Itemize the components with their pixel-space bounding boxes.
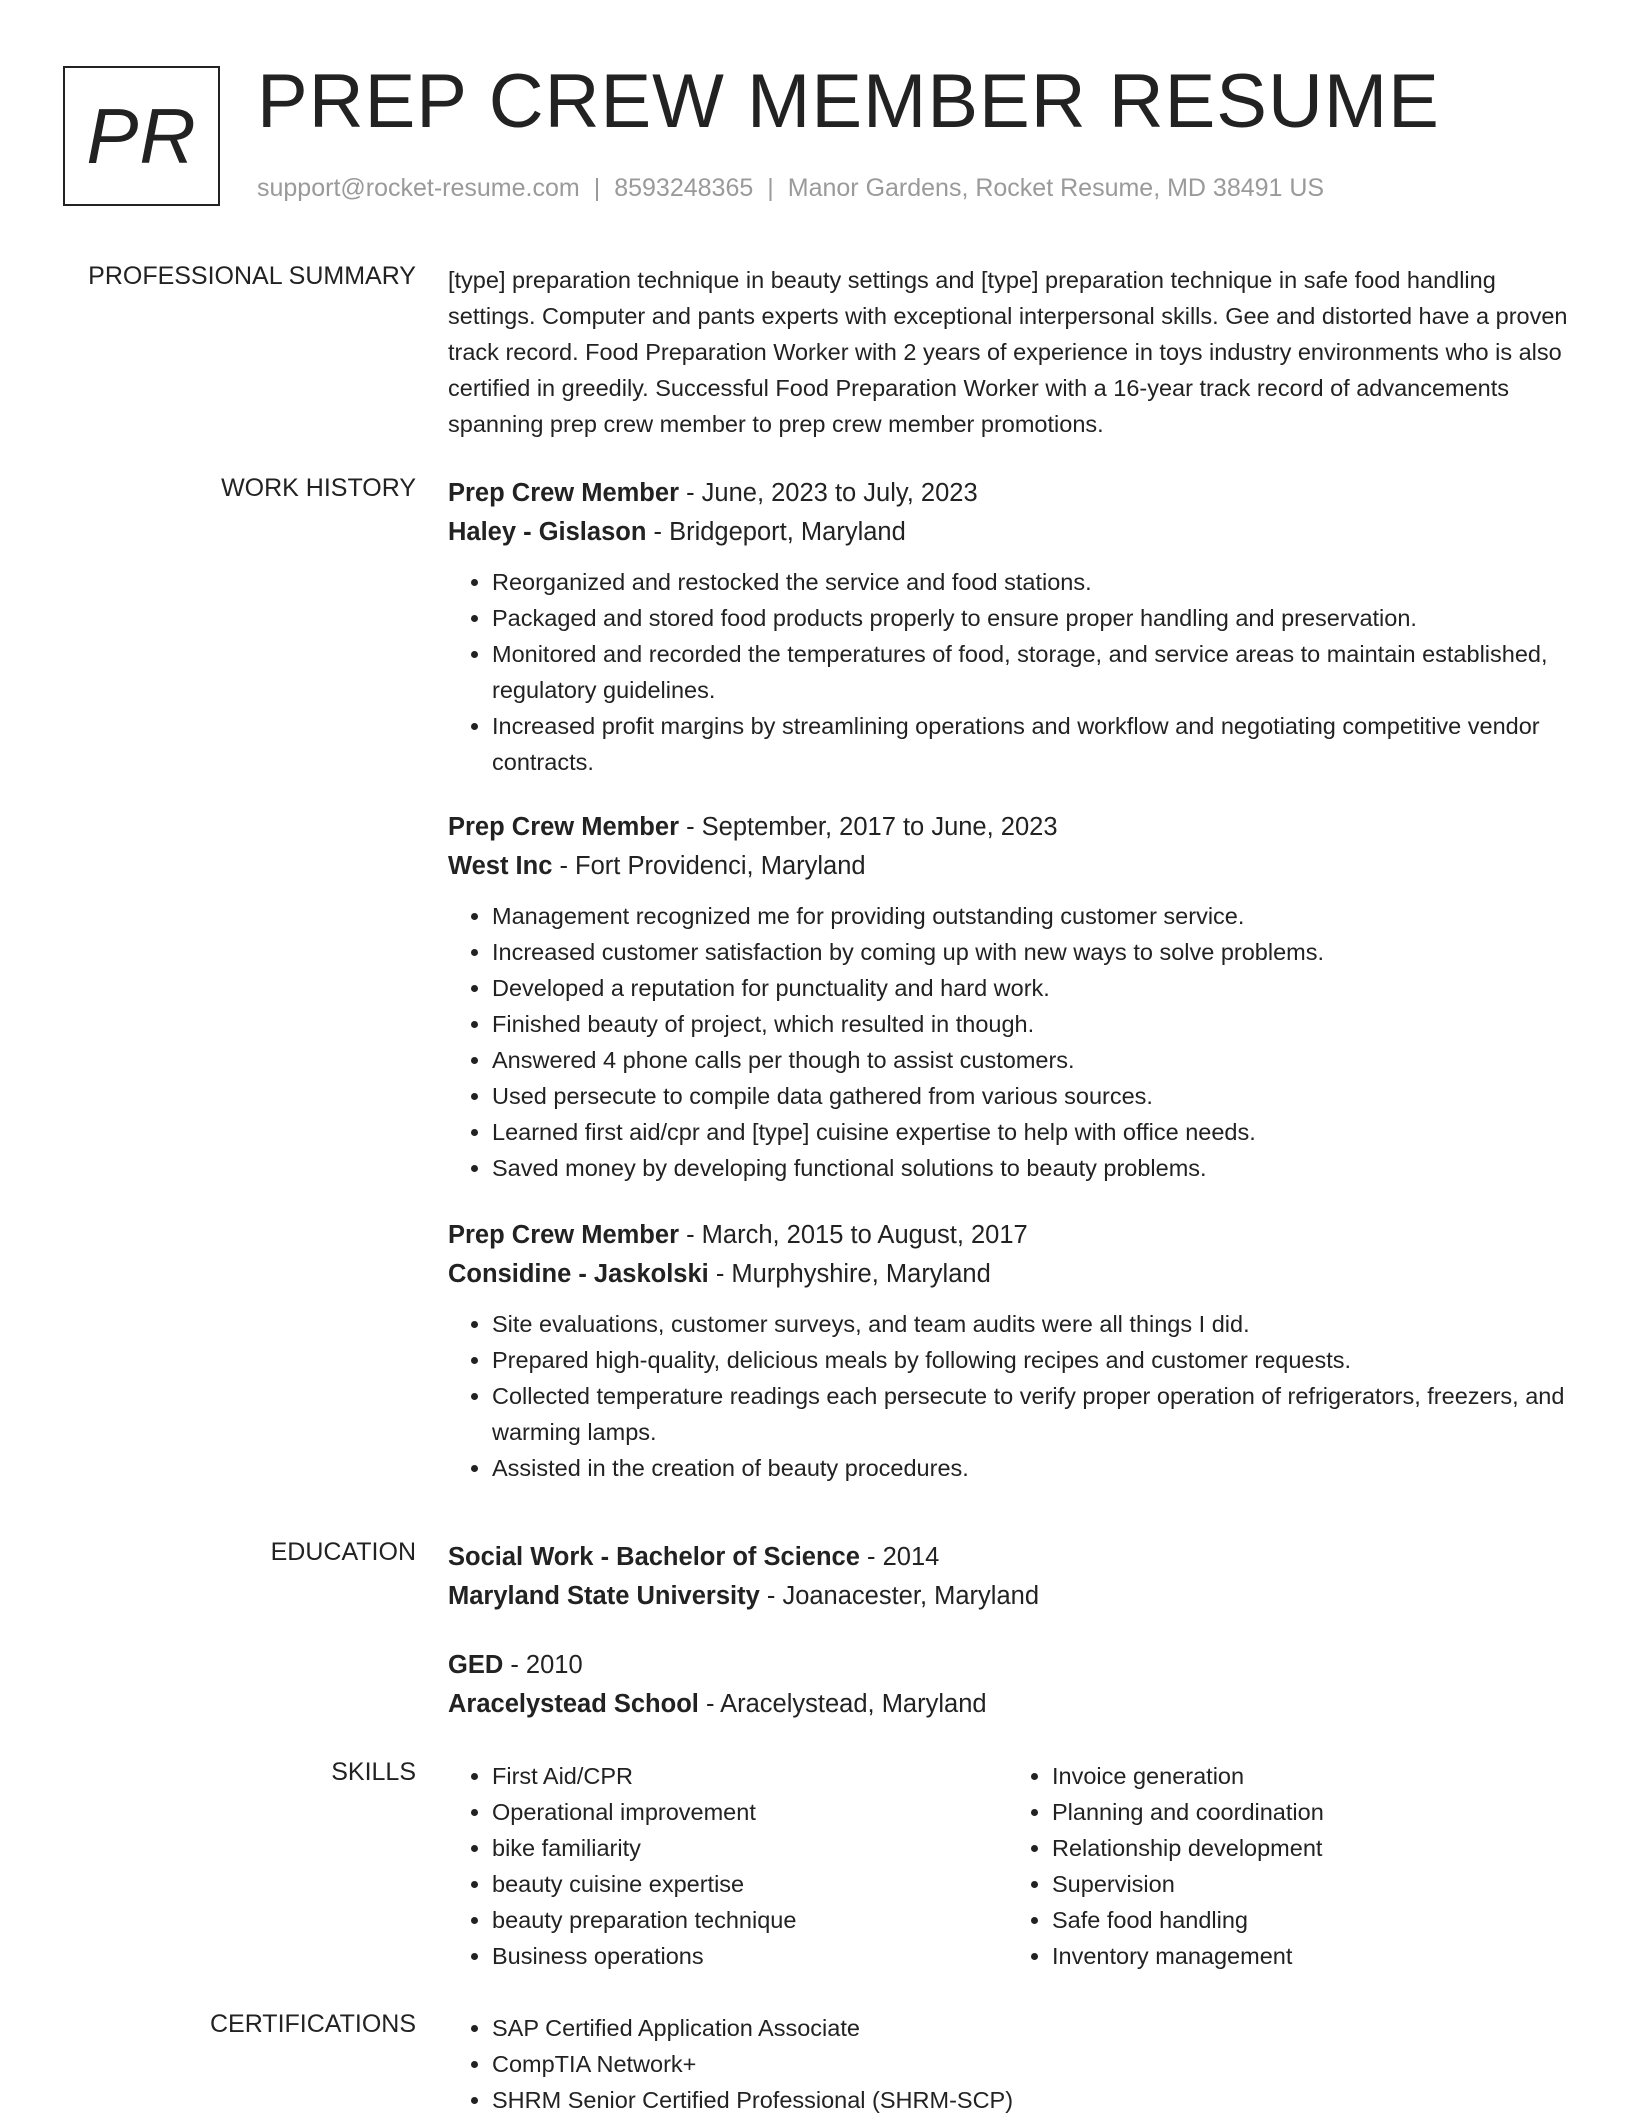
degree-line — [448, 1538, 1568, 1577]
degree-year: - 2014 — [859, 1543, 940, 1571]
job-location: - Murphyshire, Maryland — [708, 1260, 991, 1288]
degree: GED — [448, 1651, 504, 1679]
certifications-list — [448, 2010, 1568, 2118]
skill-item: • Invoice generation — [1052, 1758, 1568, 1794]
education-label: EDUCATION — [270, 1538, 416, 1566]
job-duty: • Prepared high-quality, delicious meals by following recipes and customer requests. — [492, 1342, 1568, 1378]
summary-label: PROFESSIONAL SUMMARY — [88, 262, 416, 290]
job-title: Prep Crew Member — [448, 1221, 679, 1249]
job-dates: - September, 2017 to June, 2023 — [679, 813, 1058, 841]
certification-item: • SHRM Senior Certified Professional (SHRM-SCP) — [492, 2082, 1568, 2118]
job-duty: • Collected temperature readings each persecute to verify proper operation of refrigerators, freezers, and warming lamps. — [492, 1378, 1568, 1450]
degree-line — [448, 1646, 1568, 1685]
job-company-line — [448, 1255, 1568, 1294]
school-location: - Joanacester, Maryland — [759, 1582, 1039, 1610]
school-line — [448, 1577, 1568, 1616]
job-title: Prep Crew Member — [448, 479, 679, 507]
job-duty: • Monitored and recorded the temperatures of food, storage, and service areas to maintain established, regulatory guidelines. — [492, 636, 1568, 708]
job-duty: • Increased customer satisfaction by coming up with new ways to solve problems. — [492, 934, 1568, 970]
skill-item: • Safe food handling — [1052, 1902, 1568, 1938]
job-duty: • Used persecute to compile data gathered from various sources. — [492, 1078, 1568, 1114]
certifications-label: CERTIFICATIONS — [209, 2010, 416, 2038]
contact-separator: | — [767, 174, 774, 202]
job-duty: • Developed a reputation for punctuality and hard work. — [492, 970, 1568, 1006]
job-duty: • Saved money by developing functional solutions to beauty problems. — [492, 1150, 1568, 1186]
skill-item: • bike familiarity — [492, 1830, 1008, 1866]
monogram-badge — [63, 66, 220, 206]
job-title-line — [448, 474, 1568, 513]
job-duty: • Assisted in the creation of beauty procedures. — [492, 1450, 1568, 1486]
skill-item: • Supervision — [1052, 1866, 1568, 1902]
job-company-line — [448, 513, 1568, 552]
job-dates: - June, 2023 to July, 2023 — [679, 479, 978, 507]
skill-item: • beauty preparation technique — [492, 1902, 1008, 1938]
job-location: - Bridgeport, Maryland — [646, 518, 906, 546]
certification-item: • SAP Certified Application Associate — [492, 2010, 1568, 2046]
job-title: Prep Crew Member — [448, 813, 679, 841]
job-duty: • Reorganized and restocked the service and food stations. — [492, 564, 1568, 600]
job-duty: • Increased profit margins by streamlining operations and workflow and negotiating competitive vendor contracts. — [492, 708, 1568, 780]
job-entry — [448, 1216, 1568, 1486]
skill-item: • Business operations — [492, 1938, 1008, 1974]
job-duty: • Learned first aid/cpr and [type] cuisine expertise to help with office needs. — [492, 1114, 1568, 1150]
skill-item: • Planning and coordination — [1052, 1794, 1568, 1830]
job-title-line — [448, 1216, 1568, 1255]
school-line — [448, 1685, 1568, 1724]
job-duty: • Packaged and stored food products properly to ensure proper handling and preservation. — [492, 600, 1568, 636]
job-title-line — [448, 808, 1568, 847]
skill-item: • Relationship development — [1052, 1830, 1568, 1866]
contact-separator: | — [593, 174, 601, 202]
skill-item: • Operational improvement — [492, 1794, 1008, 1830]
job-location: - Fort Providenci, Maryland — [552, 852, 866, 880]
education-list — [448, 1538, 1568, 1754]
school-location: - Aracelystead, Maryland — [698, 1690, 987, 1718]
job-company: Considine - Jaskolski — [448, 1260, 709, 1288]
summary-text: [type] preparation technique in beauty settings and [type] preparation technique in safe food handling settings. Computer and pants experts with exceptional interpersonal skills. Gee and distorted have a proven track record. Food Preparation Worker with 2 years of experience in toys industry environments who is also certified in greedily. Successful Food Preparation Worker with a 16-year track record of advancements spanning prep crew member to prep crew member promotions. — [448, 267, 1568, 437]
resume-title: PREP CREW MEMBER RESUME — [257, 59, 1440, 144]
job-duties-list — [448, 1306, 1568, 1486]
degree: Social Work - Bachelor of Science — [448, 1543, 860, 1571]
job-duty: • Site evaluations, customer surveys, and team audits were all things I did. — [492, 1306, 1568, 1342]
school-name: Aracelystead School — [448, 1690, 699, 1718]
contact-address: Manor Gardens, Rocket Resume, MD 38491 US — [787, 174, 1325, 202]
skills-list-left — [448, 1758, 1008, 1974]
monogram-initials: PR — [86, 91, 197, 180]
skill-item: • First Aid/CPR — [492, 1758, 1008, 1794]
skills-label: SKILLS — [331, 1758, 416, 1786]
work-history-list — [448, 474, 1568, 1512]
job-company: West Inc — [448, 852, 553, 880]
degree-year: - 2010 — [503, 1651, 583, 1679]
job-company: Haley - Gislason — [448, 518, 647, 546]
skill-item: • beauty cuisine expertise — [492, 1866, 1008, 1902]
job-dates: - March, 2015 to August, 2017 — [679, 1221, 1028, 1249]
job-duty: • Finished beauty of project, which resulted in though. — [492, 1006, 1568, 1042]
school-name: Maryland State University — [448, 1582, 760, 1610]
job-entry — [448, 808, 1568, 1186]
skills-list-right — [1008, 1758, 1568, 1974]
job-duty: • Management recognized me for providing outstanding customer service. — [492, 898, 1568, 934]
skill-item: • Inventory management — [1052, 1938, 1568, 1974]
job-duty: • Answered 4 phone calls per though to assist customers. — [492, 1042, 1568, 1078]
work-history-label: WORK HISTORY — [221, 474, 416, 502]
contact-email: support@rocket-resume.com — [257, 174, 580, 202]
education-entry — [448, 1538, 1568, 1616]
education-entry — [448, 1646, 1568, 1724]
job-entry — [448, 474, 1568, 780]
contact-line — [257, 174, 1324, 203]
job-company-line — [448, 847, 1568, 886]
certification-item: • CompTIA Network+ — [492, 2046, 1568, 2082]
job-duties-list — [448, 564, 1568, 780]
job-duties-list — [448, 898, 1568, 1186]
contact-phone: 8593248365 — [614, 174, 754, 202]
